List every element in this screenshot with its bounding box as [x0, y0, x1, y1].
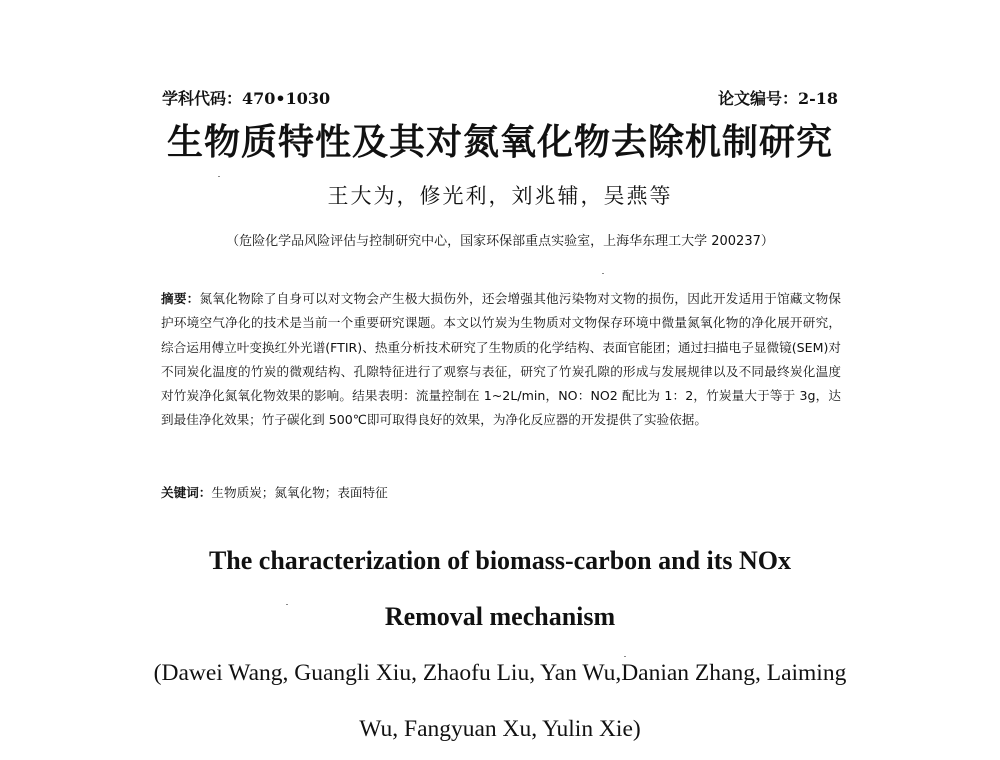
chinese-abstract: [161, 287, 841, 433]
chinese-affiliation: （危险化学品风险评估与控制研究中心，国家环保部重点实验室，上海华东理工大学 200237）: [226, 234, 774, 249]
keywords-label: 关键词：: [161, 485, 212, 500]
keywords-text: 生物质炭；氮氧化物；表面特征: [211, 485, 388, 500]
chinese-title: 生物质特性及其对氮氧化物去除机制研究: [166, 121, 833, 163]
english-title-line1: The characterization of biomass-carbon and its NOx: [208, 546, 792, 575]
scan-speck: [218, 176, 220, 177]
chinese-authors: 王大为，修光利，刘兆辅，吴燕等: [327, 184, 673, 208]
abstract-label: 摘要：: [161, 291, 200, 306]
header-meta-row: [162, 86, 838, 110]
scan-speck: [624, 656, 626, 657]
english-authors-line1: (Dawei Wang, Guangli Xiu, Zhaofu Liu, Yan Wu,Danian Zhang, Laiming: [153, 660, 847, 686]
english-title-line2: Removal mechanism: [384, 602, 616, 631]
subject-code: 学科代码：470•1030: [162, 89, 331, 108]
english-authors-line2: Wu, Fangyuan Xu, Yulin Xie): [359, 716, 641, 742]
abstract-text: 氮氧化物除了自身可以对文物会产生极大损伤外，还会增强其他污染物对文物的损伤，因此开发适用于馆藏文物保护环境空气净化的技术是当前一个重要研究课题。本文以竹炭为生物质对文物保存环境中微量氮氧化物的净化展开研究，综合运用傅立叶变换红外光谱(FTIR)、热重分析技术研究了生物质的化学结构、表面官能团；通过扫描电子显微镜(SEM)对不同炭化温度的竹炭的微观结构、孔隙特征进行了观察与表征，研究了竹炭孔隙的形成与发展规律以及不同最终炭化温度对竹炭净化氮氧化物效果的影响。结果表明：流量控制在 1~2L/min，NO：NO2 配比为 1：2，竹炭量大于等于 3g，达到最佳净化效果；竹子碳化到 500℃即可取得良好的效果，为净化反应器的开发提供了实验依据。: [161, 291, 842, 428]
paper-number: 论文编号：2-18: [717, 89, 838, 108]
scan-speck: [286, 604, 288, 605]
chinese-keywords: [161, 481, 841, 505]
scan-speck: [602, 273, 604, 274]
